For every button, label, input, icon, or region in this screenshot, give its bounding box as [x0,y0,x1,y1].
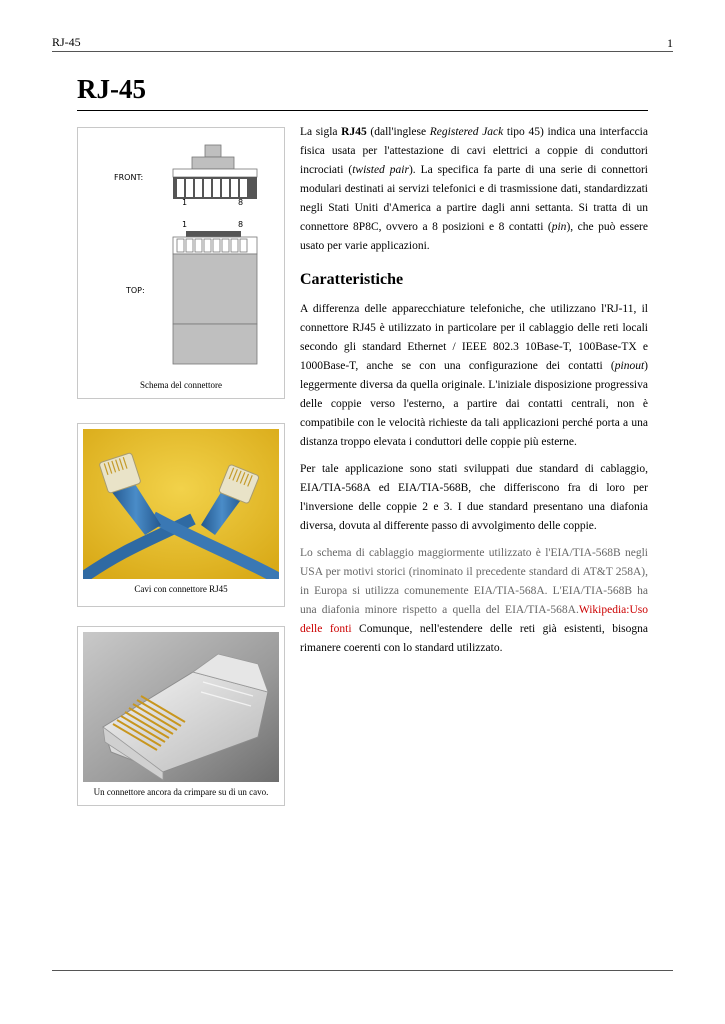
front-label: FRONT: [114,173,144,182]
section-heading-caratteristiche: Caratteristiche [300,271,404,288]
page-number: 1 [667,36,673,50]
front-pin-last: 8 [238,198,244,207]
cables-photo [83,429,279,579]
connector-photo [83,632,279,782]
figure-cables[interactable] [77,423,285,607]
top-label: TOP: [126,286,145,295]
article-body [300,123,648,666]
paragraph-differences: A differenza delle apparecchiature telefoniche, che utilizzano l'RJ-11, il connettore RJ45 è utilizzato in particolare per il cablaggio delle reti locali secondo gli standard Ethernet / IEEE 802.3 10Base-T, 100Base-TX e 1000Base-T, anche se con una configurazione dei contatti (pinout) leggermente diversa da quella originale. L'iniziale disposizione progressiva delle coppie verso l'esterno, a partire dai contatti centrali, non è compatibile con le velocità richieste da tali applicazioni perché porta a una distanza troppo elevata i conduttori delle coppie più esterne. [300,303,648,448]
top-pin-first: 1 [182,220,188,229]
figure-connector-photo[interactable] [77,626,285,806]
page-title: RJ-45 [77,74,146,104]
wikipedia-sources-link[interactable]: Wikipedia:Uso delle fonti [300,604,648,635]
figure-caption: Schema del connettore [140,380,222,390]
paragraph-standards: Per tale applicazione sono stati sviluppati due standard di cablaggio, EIA/TIA-568A ed EIA/TIA-568B, che differiscono fra di loro per l'inversione delle coppie 2 e 3. I due standard presentano una diafonia diversa, dovuta al differente passo di avvolgimento delle coppie. [300,463,648,532]
figure-connector-schema[interactable] [77,127,285,399]
front-pin-first: 1 [182,198,188,207]
running-title: RJ-45 [52,35,81,49]
running-header [52,35,673,52]
connector-schema-diagram [78,128,284,378]
title-divider [77,110,648,111]
intro-paragraph: La sigla RJ45 (dall'inglese Registered Jack tipo 45) indica una interfaccia fisica usata per l'attestazione di cavi elettrici a coppie di conduttori incrociati (twisted pair). La specifica fa parte di una serie di connettori modulari destinati ai servizi telefonici e di trasmissione dati, standardizzati negli Stati Uniti d'America a partire dagli anni settanta. Si tratta di un connettore 8P8C, ovvero a 8 posizioni e 8 contatti (pin), che può essere usato per varie applicazioni. [300,126,648,252]
footer-divider [52,970,673,971]
figure-caption: Cavi con connettore RJ45 [134,584,228,594]
top-pin-last: 8 [238,220,244,229]
paragraph-wiring-scheme: Lo schema di cablaggio maggiormente utilizzato è l'EIA/TIA-568B negli USA per motivi storici (rinominato il precedente standard di AT&T 258A), in Europa si utilizza comunemente EIA/TIA-568A. L'EIA/TIA-568B ha una diafonia minore rispetto a quella del EIA/TIA-568A.Wikipedia:Uso delle fonti Comunque, nell'estendere delle reti già esistenti, bisogna rimanere coerenti con lo standard utilizzato. [300,547,648,654]
figure-caption: Un connettore ancora da crimpare su di un cavo. [93,787,269,797]
